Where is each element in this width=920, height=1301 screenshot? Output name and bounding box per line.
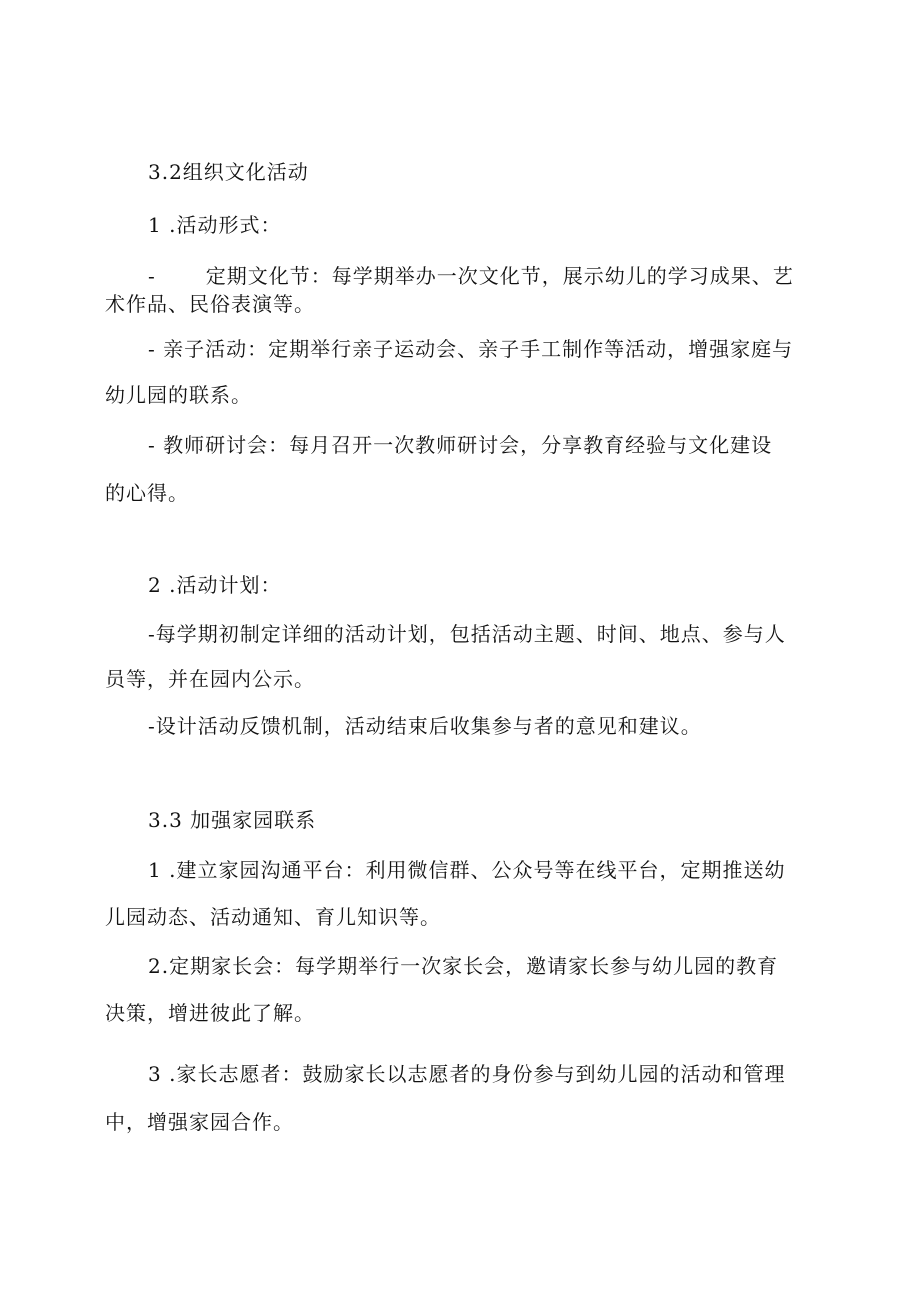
item-1-title: 1 .活动形式： [148,213,282,237]
section-heading-3-2: 3.2组织文化活动 [148,160,309,184]
bullet-activity-plan-line1: -每学期初制定详细的活动计划，包括活动主题、时间、地点、参与人 [148,622,786,646]
item-communication-platform-line2: 儿园动态、活动通知、育儿知识等。 [105,905,441,929]
bullet-text: 定期文化节：每学期举办一次文化节，展示幼儿的学习成果、艺 [205,264,794,288]
bullet-culture-festival-line1 [148,264,794,288]
bullet-activity-plan-line2: 员等，并在园内公示。 [105,667,315,691]
bullet-feedback-mechanism: -设计活动反馈机制，活动结束后收集参与者的意见和建议。 [148,714,702,738]
item-2-title: 2 .活动计划： [148,573,282,597]
item-parent-volunteers-line1: 3 .家长志愿者：鼓励家长以志愿者的身份参与到幼儿园的活动和管理 [148,1062,786,1086]
bullet-teacher-seminar-line1: - 教师研讨会：每月召开一次教师研讨会，分享教育经验与文化建设 [148,433,773,457]
item-parent-meeting-line2: 决策，增进彼此了解。 [105,1001,315,1025]
bullet-parent-child-line2: 幼儿园的联系。 [105,383,252,407]
bullet-culture-festival-line2: 术作品、民俗表演等。 [105,292,315,316]
item-communication-platform-line1: 1 .建立家园沟通平台：利用微信群、公众号等在线平台，定期推送幼 [148,858,786,882]
section-heading-3-3: 3.3 加强家园联系 [148,808,317,832]
bullet-parent-child-line1: - 亲子活动：定期举行亲子运动会、亲子手工制作等活动，增强家庭与 [148,337,794,361]
item-parent-meeting-line1: 2.定期家长会：每学期举行一次家长会，邀请家长参与幼儿园的教育 [148,954,779,978]
item-parent-volunteers-line2: 中，增强家园合作。 [105,1110,294,1134]
bullet-teacher-seminar-line2: 的心得。 [105,481,189,505]
bullet-dash: - [148,264,156,288]
